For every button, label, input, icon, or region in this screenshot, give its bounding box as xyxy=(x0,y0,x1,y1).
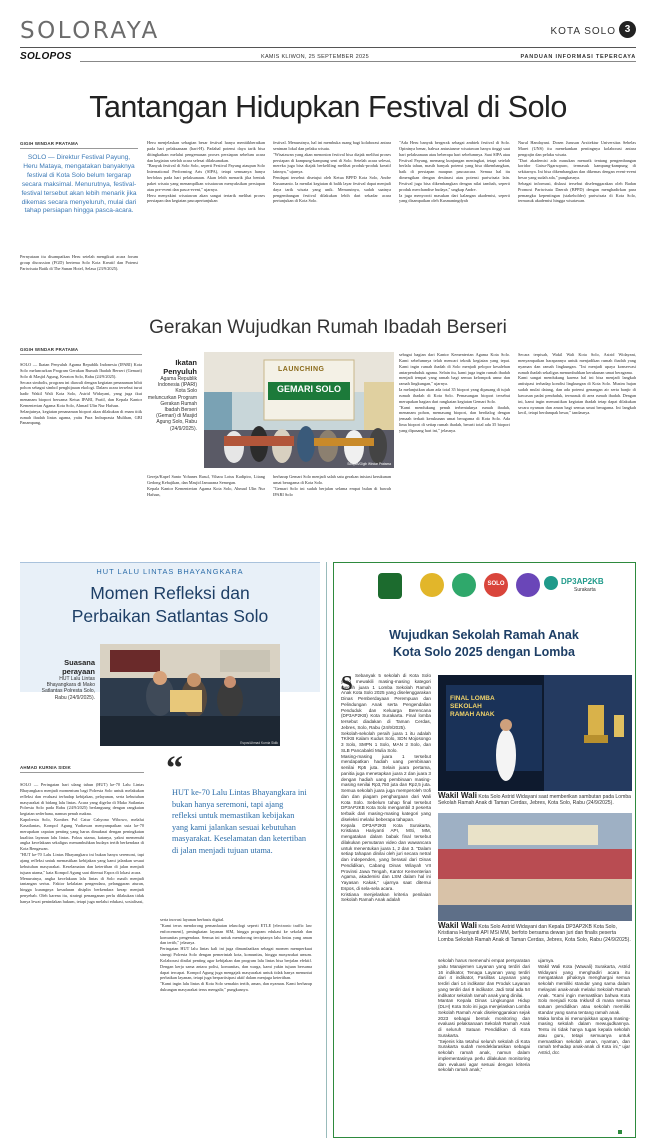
article-rumah-ibadah xyxy=(20,312,636,512)
headline-line-1: Wujudkan Sekolah Ramah Anak xyxy=(389,628,579,642)
photo-caption xyxy=(147,358,197,432)
article-text: serta inovasi layanan berbasis digital. "Kami terus mendorong pemanfaatan teknologi seperti ETLE [electronic traffic law enforcement], peningkatan layanan SIM, hingga program edukasi ke sekolah dan komunitas pengendara. Semua ini untuk mendorong terciptanya lalu lintas yang aman dan tertib," jelasnya. Peringatan HUT lalu lintas kali ini juga dimanfaatkan sebagai momen memperkuat sinergi Polresta Solo dengan pemerintah kota, komunitas, hingga masyarakat umum. Kolaborasi dinilai penting agar kebijakan dan program lalu lintas bisa berjalan efektif. Dengan kerja sama antara polisi, komunitas, dan warga, kami yakin tujuan bersama dapat tercapai. Kompol Agung juga mengajak masyarakat untuk tidak hanya menuntut perbaikan layanan, tetapi juga berpartisipasi aktif dalam menjaga ketertiban. "Kami ingin lalu lintas di Kota Solo semakin tertib, aman, dan nyaman. Kami berharap dukungan masyarakat terus mengalir," pungkasnya. xyxy=(160,917,312,993)
city-label: KOTA SOLO xyxy=(550,26,616,37)
launching-sign: LAUNCHING xyxy=(278,366,325,373)
photo-caption xyxy=(438,923,632,943)
article-text: Heru menjelaskan sebagian besar festival hanya menitikberatkan pada hari pelaksanaan (hari-H). Padahal potensi daya tarik bisa ditingkatkan melalui pengemasan proses persiapan sebelum acara dan kegiatan setelah acara selesai dilaksanakan. "Banyak festival di Solo Solo, seperti Festival Payung ataupun Solo International Performing Arts (SIPA), tetapi semuanya hanya berfokus pada hari pelaksanaan. Akan lebih menarik jika bentuk paket wisata yang menampilkan wisatawan menyaksikan persiapan atau pre-event dan pasca-event," ujarnya. Heru menyakini wisatawan akan sangat tertarik melihat proses persiapan dan kegiatan pascapertunjukan xyxy=(147,140,265,204)
article-text: sekolah harus memenuhi empat persyaratan yaitu Manajemen Layanan yang terdiri dari 16 indikator, Tenaga Layanan yang terdiri dari 4 indikator, Fasilitas Layanan yang terdiri dari 14 indikator dan Produk Layanan yang terdiri dari 8 indikator. Jadi total ada 54 indikator sekolah ramah anak yang dinilai. Mantan Kepala Dinas Lingkungan Hidup (DLH) Kota Solo ini juga menjelaskan Lomba Sekolah Ramah Anak diselenggarakan sejak 2023 sebagai bentuk monitoring dan evaluasi pelaksanaan Sekolah Ramah Anak di seluruh Satuan Pendidikan di Kota Surakarta. "Sejenis kita tetahui seluruh sekolah di Kota Surakarta sudah mendeklarasikan sebagai sekolah ramah anak, namun dalam implementasinya perlu dilakukan monitoring dan evaluasi agar sesuai dengan kriteria sekolah ramah anak," xyxy=(438,958,530,1073)
byline: AHMAD KURNIA SIDIK xyxy=(20,765,144,773)
stage-scene xyxy=(438,675,632,791)
puspaga-logo-icon xyxy=(420,573,444,597)
paper-logo: SOLOPOS xyxy=(20,51,72,62)
headline: Gerakan Wujudkan Rumah Ibadah Berseri xyxy=(149,317,507,338)
caption-text: Kota Solo Astrid Widayani saat memberikan sambutan pada Lomba Sekolah Ramah Anak di Taman Cerdas, Jebres, Kota Solo, Rabu (24/9/2025). xyxy=(438,794,632,807)
lead-text: SOLO — Direktur Festival Payung, Heru Mataya, mengatakan banyaknya festival di Kota Solo belum tergarap secara maksimal. Menurutnya, festival-festival tersebut akan lebih menarik jika dikemas secara menyeluruh, mulai dari tahap persiapan hingga pasca-acara. xyxy=(21,154,137,215)
article-festival xyxy=(20,90,636,310)
headline-line-2: Perbaikan Satlantas Solo xyxy=(71,606,269,626)
byline: GIGIH WINDAR PRATAMA xyxy=(20,141,138,149)
dp3a-mark-icon xyxy=(544,576,558,590)
article-text: berharap Gemari Solo menjadi salah satu gerakan inisiasi kerukunan umat beragama di Kota Solo. "Gemari Solo ini sudah berjalan selama empat bulan di bawah IPARI Solo xyxy=(273,474,391,497)
article-text: Sebanyak 5 sekolah di Kota Solo yang mewakili masing-masing kategori meraih juara 1 Lomba Sekolah Ramah Anak Kota Solo 2025 yang diselenggarakan Dinas Pemberdayaan Perempuan dan Pelindungan Anak serta Pengendalian Penduduk dan Keluarga Berencana (DP3AP2KB) Kota Surakarta. Final lomba tersebut diadakan di Taman Cerdas, Jebres, Solo, Rabu (24/9/2025). Sekolah-sekolah peraih juara 1 itu adalah TK/KB Kalam Kudus Solo, SDN Mojosongo 3 Solo, SMPN 1 Solo, MAN 2 Solo, dan SLB Pancabakti Mulia Solo. Masing-masing juara 1 tersebut mendapatkan hadiah uang pembinaan senilai Rp5 juta. Selain juara pertama, panitia juga menetapkan juara 2 dan juara 3 dengan hadiah uang pembinaan masing-masing senilai Rp3,750 juta dan Rp2,5 juta. Semua sekolah juara juga memperoleh trofi dan dan piagam penghargaan dari Wali Kota Solo. Sebelum tahap final tersebut DP3AP2KB Kota Solo mengambil 3 peserta terbaik dari masing-masing kategori yang diseleksi melalui beberapa tahapan. Kepala DP3AP2KB Kota Surakarta, Kristiana Hariyanti API, MSi, MM, mengatakan dalam babak final tersebut dilakukan pemutaran video dan wawancara untuk menentukan juara 1, 2 dan 3. "Dalam setiap tahapan dinilai oleh juri secara netral dan independen, yang berasal dari Dinas Pendidikan, Cabang Dinas Wilayah VII Provinsi Jawa Tengah, Kantor Kementerian Agama, akademisi dan LSM dalam hal ini Yayasan Kakak," ujarnya saat ditemui Espos, di sela-sela acara. Kristiana menjelaskan kriteria penilaian Sekolah Ramah Anak adalah xyxy=(341,673,431,903)
issue-date: KAMIS KLIWON, 25 SEPTEMBER 2025 xyxy=(261,54,370,60)
article-text: SOLO — Peringatan hari ulang tahun (HUT) ke-70 Lalu Lintas Bhayangkara menjadi momentum bagi Polresta Solo untuk melakukan refleksi dan evaluasi terhadap kebijakan, pelayanan, serta kebutuhan masyarakat di bidang lalu lintas. Acara yang digelar di Mako Satlantas Polresta Solo pada Rabu (24/9/2025) berlangsung dengan rangkaian kegiatan sederhana, namun penuh makna. Kapolresta Solo, Kombes Pol Catur Cahyono Wibowo, melalui Kasatlantas, Kompol Agung Yudiawan menyampaikan usia ke-70 merupakan capaian penting yang harus dimaknai dengan peningkatan kualitas layanan lalu lintas. Fokus utama, katanya, yakni memenuhi angka kecelakaan sekaligus menumbuhkan budaya tertib berkendara di Kota Bengawan. "HUT ke-70 Lalu Lintas Bhayangkara ini bukan hanya seremoni, tapi ajang refleksi untuk memastikan kebijakan yang kami jalankan sesuai kebutuhan masyarakat. Keselamatan dan ketertiban di jalan menjadi tujuan utama," kata Kompol Agung saat ditemui Espos di lokasi acara. Menurutnya, angka kecelakaan lalu lintas di Solo masih menjadi tantangan serius. Faktor kelalaian pengendara, pelanggaran aturan, hingga kurangnya kesadaran disiplin berkendara kerap menjadi penyebab. Oleh karena itu, strategi penanganan perlu dilakukan tidak hanya lewat penindakan hukum, tetapi juga melalui edukasi, sosialisasi, xyxy=(20,782,144,904)
column-divider xyxy=(326,562,327,1138)
article-text: SOLO — Ikatan Penyuluh Agama Republik Indonesia (IPARI) Kota Solo meluncurkan Program Gerakan Rumah Ibadah Berseri (Gemari) Solo di Masjid Agung, Keraton Solo, Rabu (24/9/2025). Secara simbolis, program ini diawali dengan kegiatan penanaman bibit pohon sebagai simbol penghijauan ekologi. Dalam acara tersebut turut hadir Wakil Wali Kota Solo, Astrid Widayani, yang juga ikut menanam biopori bersama Ketua IPARI, Partil, dan Kepala Kantor Kementerian Agama Kota Solo, Ahmad Ulin Nur Hafsun. Selanjutnya, kegiatan penanaman biopori akan dilakukan di enam titik rumah ibadah lintas agama, yaitu Pura Indraprasta Mulihan, GBI Panampang, xyxy=(20,362,142,426)
page-number: 3 xyxy=(619,21,636,38)
stage-photo xyxy=(438,675,632,791)
stage-screen-text: FINAL LOMBA SEKOLAH RAMAH ANAK xyxy=(450,695,495,718)
article-text: festival. Menurutnya, hal ini membuka ruang bagi kolaborasi antara seniman lokal dan pelaku wisata. "Wisatawan yang akan menonton festival bisa diajak melihat proses persiapan di kampung-kampung seni di Solo. Setelah acara selesai, mereka juga bisa diajak berkeliling melihat produk-produk kreatif lainnya," ujarnya. Pendapat tersebut disetujui oleh Ketua BPPD Kota Solo, Andre Kusumanto. Ia menilai kegiatan di balik layar festival dapat menjadi daya tarik wisata yang unik. Menurutnya, sudah saatnya pengembangan festival dilakukan lebih dari sekadar acara pertunjukan di Kota Solo. xyxy=(273,140,391,204)
headline-line-2: Kota Solo 2025 dengan Lomba xyxy=(393,644,575,659)
caption-title: Suasana perayaan xyxy=(62,658,95,676)
photo-caption xyxy=(40,658,95,701)
launching-photo xyxy=(204,352,394,468)
caption-title: Ikatan Penyuluh xyxy=(163,358,197,376)
caption-text: HUT Lalu Lintas Bhayangkara di Mako Satlantas Polresta Solo, Rabu (24/9/2025). xyxy=(41,676,95,701)
article-text: Gereja/Kapel Santo Yohanes Rasul, Vihara Lotus Kadipiro, Litang Gedong Kebajikan, dan Masjid Jamurana Semegan. Kepala Kantor Kementerian Agama Kota Solo, Ahmad Ulin Nur Hafsun, xyxy=(147,474,265,497)
header-rule xyxy=(20,47,636,48)
caption-title: Wakil Wali xyxy=(438,791,477,800)
header-rule-2 xyxy=(80,61,636,62)
photo-caption xyxy=(438,793,632,807)
caption-text: Kota Solo Astrid Widayani dan Kepala DP3AP2KB Kota Solo, Kristiana Hariyanti API MSi MM, berfoto bersama dewan juri dan finalis peserta Lomba Sekolah Ramah Anak di Taman Cerdas, Jebres, Kota Solo, Rabu (24/9/2025). xyxy=(438,924,631,943)
city-emblem-icon xyxy=(378,573,402,599)
byline: GIGIH WINDAR PRATAMA xyxy=(20,347,142,355)
tagline: PANDUAN INFORMASI TEPERCAYA xyxy=(520,54,636,60)
article-hut-lalu-lintas xyxy=(20,562,320,1146)
article-text: Pernyataan itu disampaikan Heru setelah mengikuti acara forum group discussion (FGD) bertema Solo Kota Kreatif dan Potensi Pariwisata Batik di The Sunan Hotel, Selasa (23/9/2025). xyxy=(20,254,138,271)
family-logo-icon xyxy=(516,573,540,597)
caption-title: Wakil Wali xyxy=(438,921,477,930)
pull-quote: HUT ke-70 Lalu Lintas Bhayangkara ini bukan hanya seremoni, tapi ajang refleksi untuk memastikan kebijakan yang kami jalankan sesuai kebutuhan masyarakat. Keselamatan dan ketertiban di jalan menjadi tujuan utama. xyxy=(172,788,307,855)
dp3a-name: DP3AP2KB xyxy=(561,577,604,586)
page-header xyxy=(20,14,636,64)
caption-text: Agama Republik Indonesia (IPARI) Kota Solo meluncurkan Program Gerakan Rumah Ibadah Berseri (Gemari) di Masjid Agung Solo, Rabu (24/9/2025). xyxy=(147,376,197,432)
ceremony-scene xyxy=(100,644,280,746)
headline xyxy=(334,627,634,660)
article-text: sebagai bagian dari Kantor Kementerian Agama Kota Solo. Kami sebelumnya telah mencari teknik kegiatan yang tepat. Kami ingin rumah ibadah di Solo menjadi pelopor kesalehan antarpenduduk agama. Selain itu, kami juga ingin rumah ibadah menjadi tempat yang ramah bagi semua kelompok umur dan ramah lingkungan," ujarnya. Ia melanjutkan akan ada total 35 biopori yang dipasang di tujuh rumah ibadah di Kota Solo. Pemasangan biopori tersebut merupakan bagian dari rangkaian kegiatan Gemari Solo. "Kami mendukung penuh terbentuknya rumah ibadah, menanam pohon, memasang biopori, dan berdialog dengan jemaah terkait kerukunan umat beragama di Kota Solo. Ada lima biopori di setiap rumah ibadah, berarti total ada 35 biopori yang dipasang hari ini," jelasnya. xyxy=(399,352,510,433)
advertorial-sekolah-ramah-anak xyxy=(333,562,636,1138)
headline: Tantangan Hidupkan Festival di Solo xyxy=(89,90,567,124)
event-banner: GEMARI SOLO xyxy=(276,384,341,394)
photo-credit: Solopos/Gigih Windar Pratama xyxy=(347,462,391,466)
headline-line-1: Momen Refleksi dan xyxy=(90,583,250,603)
article-text: ujarnya. Wakil Wali Kota (Wawali) Surakarta, Astrid Widayani yang menghadiri acara itu mengatakan pihaknya menghargai semua sekolah memiliki standar yang sama dalam melayani anak-anak melalui Sekolah Ramah Anak. "Kami ingin memastikan bahwa Kota Solo menjadi Kota Inklusif di mana semua satuan pendidikan atau sekolah memiliki standar yang sama tentang ramah anak. Maka lomba ini menunjukkan upaya masing-masing sekolah dalam mewujudkannya. Tentu ini tidak hanya tugas kepala sekolah atau guru, tetapi semuanya untuk memastikan sekolah aman, nyaman, dan ramah terhadap anak-anak di Kota ini," ujar Astrid, dcc xyxy=(538,958,630,1055)
solo-logo-text: SOLO xyxy=(487,581,505,587)
kicker: HUT LALU LINTAS BHAYANGKARA xyxy=(96,567,244,576)
article-text: "Ada Heru banyak bergerak sebagai ambtek festival di Solo. Opininya benar, bahwa antusiasme wisatawan hanya tinggi saat hari pelaksanaan atau beberapa hari sebelumnya. Saat SIPA atau Festival Payung, memang kunjungan meningkat, tetapi setelah berlalu tahun, masih banyak potensi yang bisa dikembangkan, baik di persiapan maupun pascaacara. Semua hal itu dimengikan dengan destinasi atau potensi pariwisata lain. Festival juga bisa dikembangkan dengan nilai tambah, seperti produk merchandise budaya," ungkap Andre. Ia juga menyoroti masukan dari kalangan akademisi, seperti yang disampaikan oleh Kusmaningdyah xyxy=(399,140,510,204)
quote-mark-icon: “ xyxy=(166,750,183,787)
dp3a-city: Surakarta xyxy=(574,587,596,593)
article-text: Secara terpisah, Wakil Wali Kota Solo, Astrid Widayani, menyampaikan harapannya untuk menjadikan rumah ibadah yang nyaman dan ramah lingkungan. "Ini menjadi upaya konservasi rumah ibadah sekaligus menumbuhkan kerukunan umat beragama. Kami sangat mendukung karena hal ini bisa menjadi langkah antisipasi terhadap kondisi lingkungan di Kota Solo. Musim hujan sudah mulai datang, dan ada potensi genangan air serta banjir di kawasan padat penduduk, termasuk di area rumah ibadah. Dengan ini, kami ingin memastikan kegiatan ibadah tetap dapat dilakukan secara nyaman dan aman bagi semua umat beragama. Ini langkah kecil, tetapi berdampak besar," tandasnya. xyxy=(518,352,636,416)
drop-cap: S xyxy=(341,671,353,695)
group-photo xyxy=(438,813,632,921)
end-mark-icon xyxy=(618,1130,622,1134)
article-text: Nurul Handayani. Dosen Jurusan Arsitektur Universitas Sebelas Maret (UNS) itu menekankan pentingnya kolaborasi antara pengrajin dan pelaku wisata. "Dari akademisi ada masukan menarik tentang pengembangan koridor Gatsu-Ngarsopuro, termasuk kampung-kampung di sekitarnya. Ini bisa dikembangkan dan dikemas dengan event-event besar yang sudah ada," pungkasnya. Sebagai informasi, diskusi tersebut diselenggarakan oleh Badan Promosi Pariwisata Daerah (BPPD) dengan menghadirkan para pemangku kepentingan (stakeholder) pariwisata di Kota Solo, termasuk akademisi hingga wisatawan. xyxy=(518,140,636,204)
photo-credit: Espos/Ahmad Kurnia Sidik xyxy=(240,741,278,745)
dp3a-logo xyxy=(544,575,630,597)
headline xyxy=(20,582,320,628)
group-scene xyxy=(438,813,632,921)
flower-logo-icon xyxy=(452,573,476,597)
section-title: SOLORAYA xyxy=(20,18,160,44)
hut-photo xyxy=(100,644,280,746)
